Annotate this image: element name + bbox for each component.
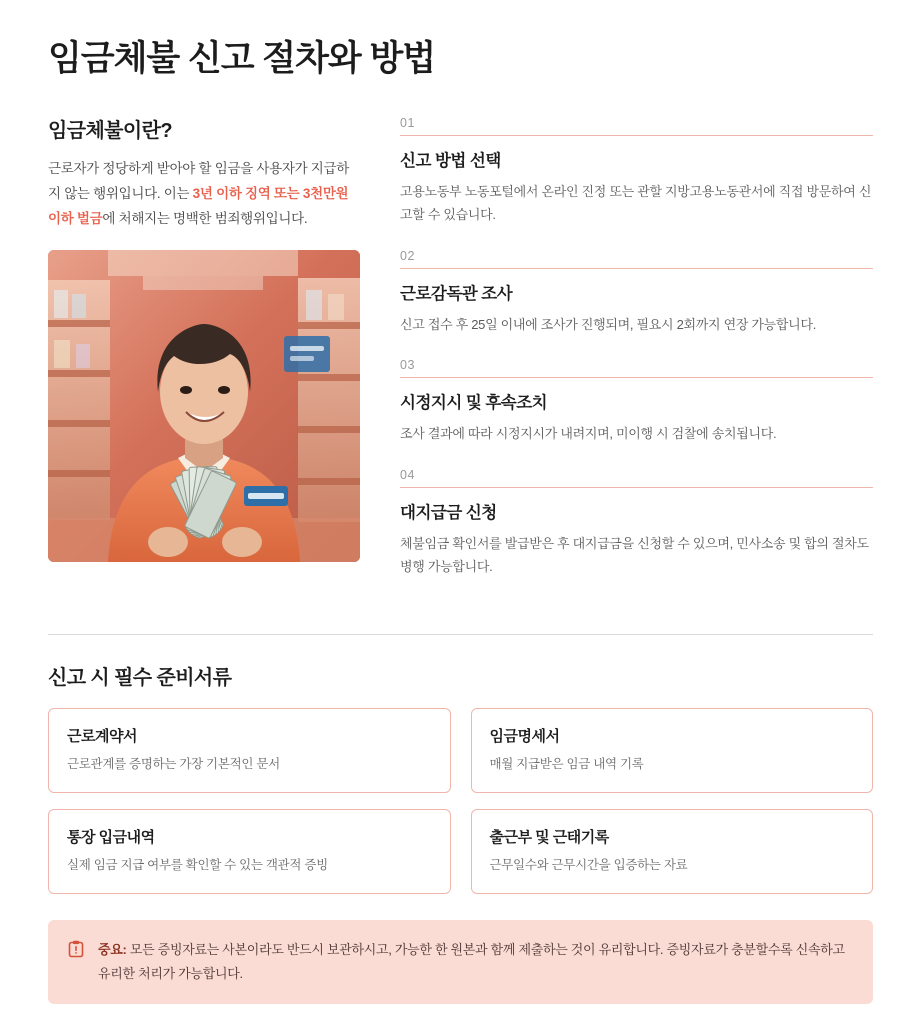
- document-card: [48, 809, 451, 894]
- document-card-desc: 실제 임금 지급 여부를 확인할 수 있는 객관적 증빙: [67, 858, 328, 873]
- step-item: [400, 249, 873, 352]
- step-description: 고용노동부 노동포털에서 온라인 진정 또는 관할 지방고용노동관서에 직접 방문하여 신고할 수 있습니다.: [400, 184, 872, 223]
- step-description: 신고 접수 후 25일 이내에 조사가 진행되며, 필요시 2회까지 연장 가능합니다.: [400, 316, 817, 332]
- document-card-desc: 근무일수와 근무시간을 입증하는 자료: [489, 858, 688, 873]
- step-divider: [400, 268, 873, 269]
- definition-column: [48, 114, 360, 562]
- page-title: 임금체불 신고 절차와 방법: [48, 39, 436, 78]
- notice-text: [98, 938, 851, 986]
- document-card-title: 임금명세서: [489, 728, 560, 746]
- step-title: 시정지시 및 후속조치: [400, 394, 548, 413]
- step-title: 대지급금 신청: [400, 503, 497, 522]
- document-card: [471, 708, 874, 793]
- section-divider: [48, 634, 873, 635]
- important-notice: [48, 920, 873, 1004]
- step-description: 조사 결과에 따라 시정지시가 내려지며, 미이행 시 검찰에 송치됩니다.: [400, 426, 777, 442]
- step-title: 신고 방법 선택: [400, 152, 501, 170]
- document-card-title: 출근부 및 근태기록: [489, 829, 609, 847]
- document-card-title: 근로계약서: [67, 728, 137, 746]
- documents-grid: [48, 708, 873, 894]
- step-item: [400, 468, 873, 595]
- steps-column: [400, 114, 873, 594]
- step-item: [400, 116, 873, 243]
- definition-text-part2: 에 처해지는 명백한 범죄행위입니다.: [102, 210, 308, 226]
- step-title: 근로감독관 조사: [400, 284, 513, 303]
- definition-text: [48, 157, 360, 232]
- definition-heading: 임금체불이란?: [48, 120, 172, 142]
- document-card-desc: 매월 지급받은 임금 내역 기록: [489, 757, 644, 772]
- document-card: [48, 708, 451, 793]
- step-item: [400, 358, 873, 461]
- clipboard-alert-icon: [68, 940, 84, 963]
- notice-body: 모든 증빙자료는 사본이라도 반드시 보관하시고, 가능한 한 원본과 함께 제출하는 것이 유리합니다. 증빙자료가 충분할수록 신속하고 유리한 처리가 가능합니다.: [98, 942, 845, 982]
- step-divider: [400, 377, 873, 378]
- document-card-desc: 근로관계를 증명하는 가장 기본적인 문서: [67, 757, 280, 772]
- step-number: 01: [400, 116, 415, 130]
- definition-text-highlight: 3년 이하 징역 또는 3천만원 이하 벌금: [48, 185, 349, 226]
- document-card-title: 통장 입금내역: [67, 829, 155, 847]
- step-divider: [400, 135, 873, 136]
- step-number: 02: [400, 248, 415, 263]
- notice-label: 중요:: [98, 942, 127, 958]
- step-divider: [400, 487, 873, 488]
- worker-photo: [48, 250, 360, 562]
- document-card: [471, 809, 874, 894]
- documents-heading: 신고 시 필수 준비서류: [48, 667, 232, 690]
- step-number: 04: [400, 467, 415, 482]
- definition-text-part1: 근로자가 정당하게 받아야 할 임금을 사용자가 지급하지 않는 행위입니다. 이는: [48, 161, 350, 201]
- step-description: 체불임금 확인서를 발급받은 후 대지급금을 신청할 수 있으며, 민사소송 및 합의 절차도 병행 가능합니다.: [400, 535, 869, 574]
- overview-section: [48, 114, 873, 594]
- documents-section: [48, 661, 873, 1004]
- step-number: 03: [400, 358, 415, 373]
